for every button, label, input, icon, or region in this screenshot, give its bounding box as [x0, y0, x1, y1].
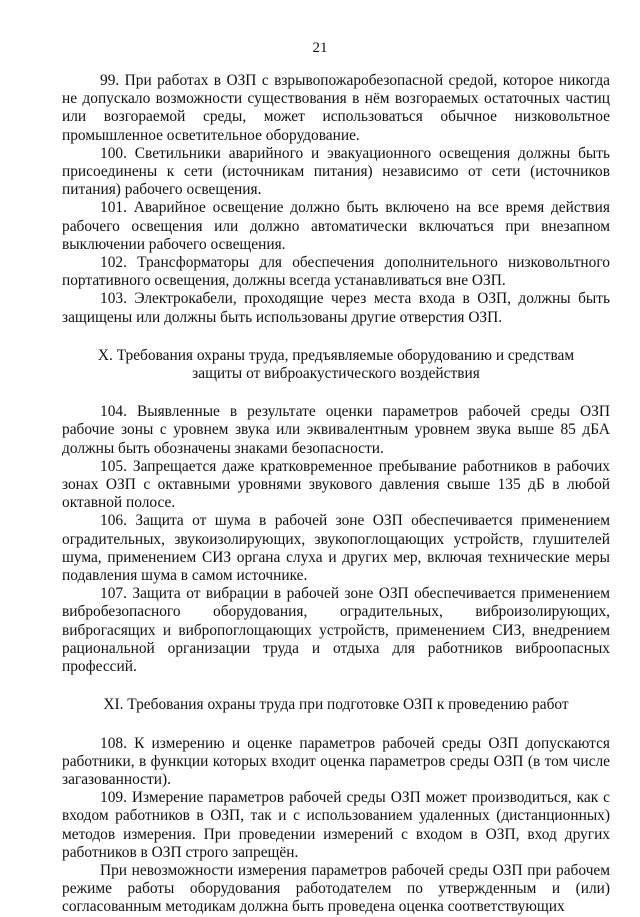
paragraph-100: 100. Светильники аварийного и эвакуационного освещения должны быть присоединены к сети (источникам питания) независимо от сети (источников питания) рабочего освещения.: [62, 144, 610, 199]
paragraph-108: 108. К измерению и оценке параметров рабочей среды ОЗП допускаются работники, в функции которых входит оценка параметров среды ОЗП (в том числе загазованности).: [62, 734, 610, 788]
paragraph-99: 99. При работах в ОЗП с взрывопожаробезопасной средой, которое никогда не допускало возможности существования в нём возгораемых остаточных частиц или возгораемой среды, может использоваться обычное низковольтное промышленное осветительное оборудование.: [62, 72, 610, 144]
paragraph-104: 104. Выявленные в результате оценки параметров рабочей среды ОЗП рабочие зоны с уровнем звука или эквивалентным уровнем звука выше 85 дБА должны быть обозначены знаками безопасности.: [62, 403, 610, 457]
section-heading-x: X. Требования охраны труда, предъявляемые оборудованию и средствам защиты от виброакустического воздействия: [97, 346, 575, 383]
paragraph-105: 105. Запрещается даже кратковременное пребывание работников в рабочих зонах ОЗП с октавными уровнями звукового давления свыше 135 дБ в любой октавной полосе.: [62, 457, 610, 512]
paragraph-107: 107. Защита от вибрации в рабочей зоне ОЗП обеспечивается применением вибробезопасного оборудования, оградительных, виброизолирующих, виброгасящих и вибропоглощающих устройств, применением СИЗ, внедрением рациональной организации труда и отдыха для работников виброопасных профессий.: [62, 585, 610, 676]
paragraph-106: 106. Защита от шума в рабочей зоне ОЗП обеспечивается применением оградительных, звукоизолирующих, звукопоглощающих устройств, глушителей шума, применением СИЗ органа слуха и других мер, включая технические меры подавления шума в самом источнике.: [62, 512, 610, 585]
paragraph-109: 109. Измерение параметров рабочей среды ОЗП может производиться, как с входом работников в ОЗП, так и с использованием удаленных (дистанционных) методов измерения. При проведении измерений с входом в ОЗП, вход других работников в ОЗП строго запрещён.: [62, 789, 610, 861]
page-number: 21: [312, 40, 328, 56]
document-body: [62, 72, 610, 917]
paragraph-102: 102. Трансформаторы для обеспечения дополнительного низковольтного портативного освещения, должны всегда устанавливаться вне ОЗП.: [62, 254, 610, 290]
paragraph-101: 101. Аварийное освещение должно быть включено на все время действия рабочего освещения или должно автоматически включаться при внезапном выключении рабочего освещения.: [62, 199, 610, 253]
paragraph-109-continued: При невозможности измерения параметров рабочей среды ОЗП при рабочем режиме работы оборудования работодателем по утвержденным и (или) согласованным методикам должна быть проведена оценка соответствующих: [62, 861, 610, 916]
paragraph-103: 103. Электрокабели, проходящие через места входа в ОЗП, должны быть защищены или должны быть использованы другие отверстия ОЗП.: [62, 290, 610, 326]
section-heading-xi: XI. Требования охраны труда при подготовке ОЗП к проведению работ: [103, 696, 569, 714]
